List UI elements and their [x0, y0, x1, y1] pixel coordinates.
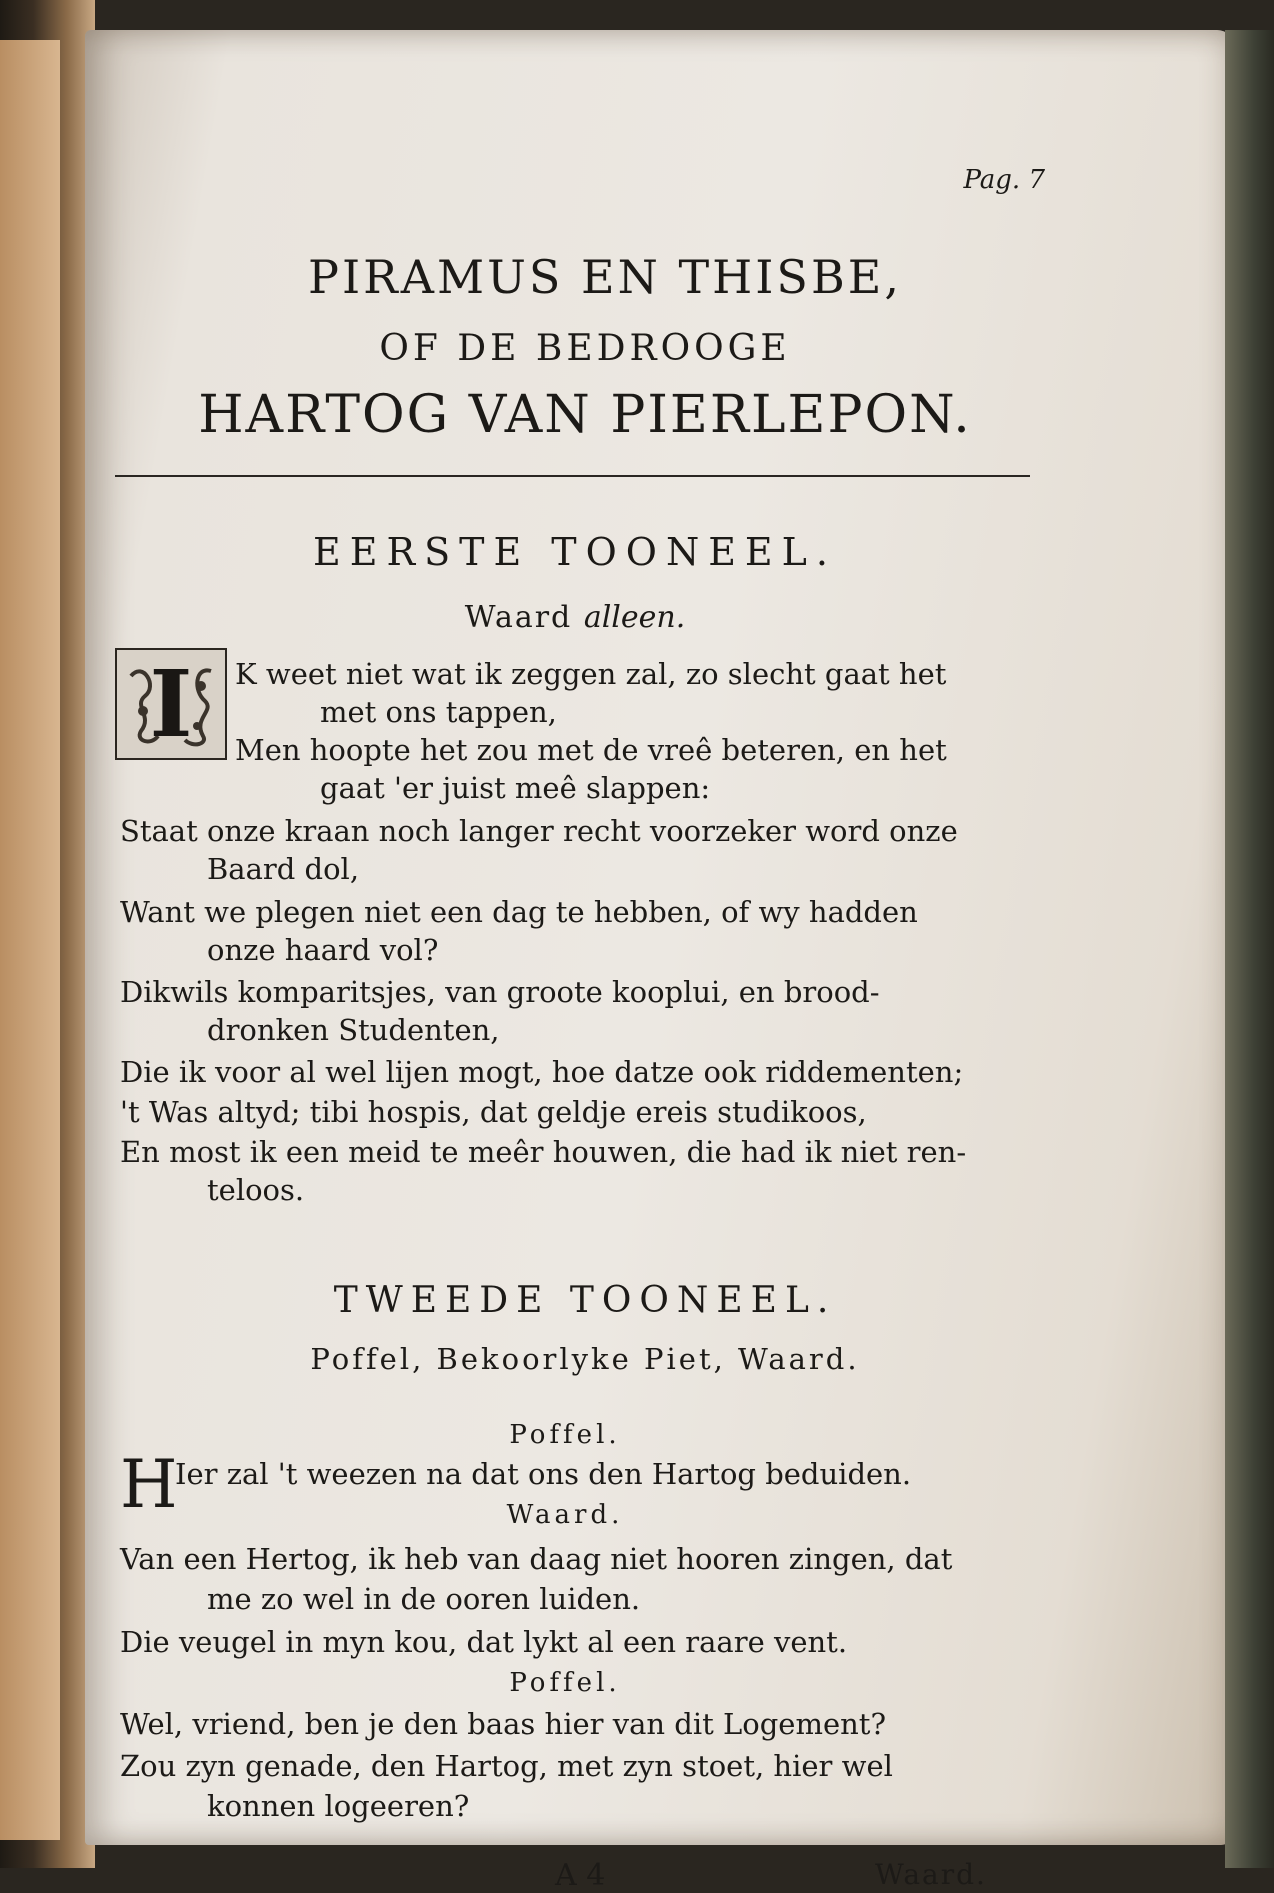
verse-line: Zou zyn genade, den Hartog, met zyn stoet, hier wel: [120, 1749, 893, 1783]
verse-line: Baard dol,: [207, 852, 360, 886]
verse-line: gaat 'er juist meê slappen:: [320, 771, 711, 805]
verse-line: En most ik een meid te meêr houwen, die had ik niet ren-: [120, 1135, 967, 1169]
verse-line: onze haard vol?: [207, 933, 439, 967]
verse-line: Staat onze kraan noch langer recht voorzeker word onze: [120, 814, 958, 848]
title-rule: [115, 475, 1030, 477]
verse-line: Ier zal 't weezen na dat ons den Hartog beduiden.: [175, 1457, 912, 1491]
verse-line: Men hoopte het zou met de vreê beteren, en het: [235, 733, 947, 767]
verse-line: dronken Studenten,: [207, 1013, 500, 1047]
title-line-1: PIRAMUS EN THISBE,: [308, 250, 902, 304]
scene-1-heading: EERSTE TOONEEL.: [313, 530, 837, 574]
page-number: Pag. 7: [963, 165, 1045, 195]
verse-line: me zo wel in de ooren luiden.: [207, 1582, 641, 1616]
verse-line: teloos.: [207, 1173, 305, 1207]
verse-line: Van een Hertog, ik heb van daag niet hooren zingen, dat: [120, 1542, 953, 1576]
title-line-3: HARTOG VAN PIERLEPON.: [198, 385, 972, 445]
verse-line: Dikwils komparitsjes, van groote kooplui, en brood-: [120, 975, 880, 1009]
left-page-edge: [0, 40, 60, 1840]
scene-1-speaker: [115, 600, 1035, 635]
ornamental-initial: [115, 648, 227, 760]
dropcap-letter: I: [149, 650, 193, 758]
verse-line: 't Was altyd; tibi hospis, dat geldje ereis studikoos,: [120, 1095, 867, 1129]
verse-line: Die veugel in myn kou, dat lykt al een raare vent.: [120, 1625, 848, 1659]
verse-line: Die ik voor al wel lijen mogt, hoe datze ook riddementen;: [120, 1055, 964, 1089]
verse-line: konnen logeeren?: [207, 1789, 470, 1823]
verse-line: Want we plegen niet een dag te hebben, of wy hadden: [120, 895, 918, 929]
verse-line: met ons tappen,: [320, 695, 557, 729]
speaker-label: Poffel.: [509, 1668, 621, 1698]
initial-letter: H: [120, 1446, 178, 1523]
scene-2-heading: TWEEDE TOONEEL.: [333, 1280, 837, 1321]
title-line-2: OF DE BEDROOGE: [379, 328, 791, 369]
verse-line: Wel, vriend, ben je den baas hier van dit Logement?: [120, 1707, 886, 1741]
speaker-label: Poffel.: [509, 1420, 621, 1450]
signature-mark: A 4: [555, 1858, 606, 1893]
catchword: Waard.: [875, 1858, 987, 1891]
book-cover-edge: [1225, 30, 1274, 1868]
speaker-note: alleen.: [583, 600, 686, 635]
speaker-label: Waard.: [506, 1500, 624, 1530]
cast-list: Poffel, Bekoorlyke Piet, Waard.: [310, 1342, 860, 1376]
speaker-name: Waard: [464, 600, 573, 635]
verse-line: K weet niet wat ik zeggen zal, zo slecht gaat het: [235, 657, 947, 691]
